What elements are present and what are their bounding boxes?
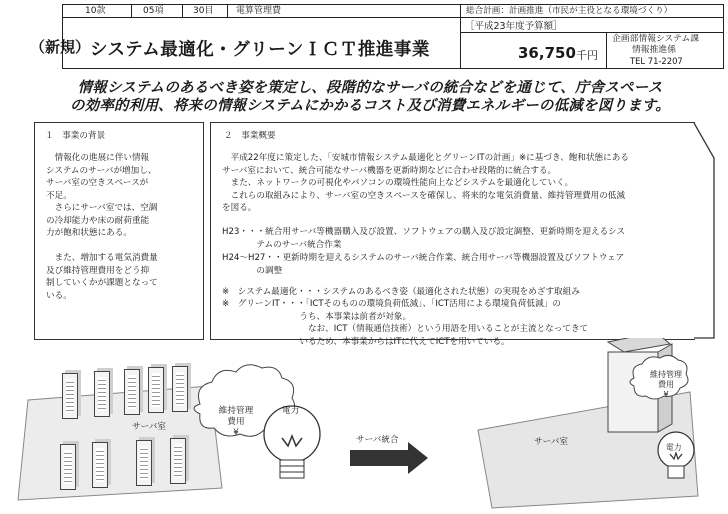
cost-label-left: 維持管理 費用 ¥ bbox=[218, 406, 254, 438]
text-line: ※ グリーンIT・・・「ICTそのものの環境負荷低減」、「ICT活用による環境負荷低減」の bbox=[222, 299, 561, 310]
arrow-icon bbox=[350, 442, 428, 474]
budget-value: 36,750 bbox=[518, 44, 576, 62]
text-line: H24～H27・・更新時期を迎えるシステムのサーバ統合作業、統合用サーバ等機器設置及びソフトウェア bbox=[222, 253, 625, 263]
text-line: なお、ICT（情報通信技術）という用語を用いることが主流となってきて bbox=[222, 324, 589, 335]
text-line: H23・・・統合用サーバ等機器購入及び設置、ソフトウェアの購入及び設定調整、更新時期を迎えるシス bbox=[222, 227, 626, 237]
power-label-left: 電力 bbox=[282, 406, 300, 416]
text-line: を図る。 bbox=[222, 203, 257, 214]
plan-text: 総合計画：計画推進（市民が主役となる環境づくり） bbox=[466, 6, 673, 16]
page-title: システム最適化・グリーンＩＣＴ推進事業 bbox=[90, 40, 430, 60]
server-room-label-left: サーバ室 bbox=[132, 422, 166, 432]
overview-heading: ２ 事業概要 bbox=[224, 131, 276, 141]
section: 情報推進係 bbox=[632, 45, 676, 55]
text-line: の冷却能力や床の耐荷重能 bbox=[46, 215, 150, 226]
new-label: （新規） bbox=[30, 38, 91, 56]
text-line: さらにサーバ室では、空調 bbox=[46, 203, 158, 213]
text-line: サーバ室において、統合可能なサーバ機器を更新時期などに合わせ段階的に統合する。 bbox=[222, 165, 557, 176]
text-line: また、増加する電気消費量 bbox=[46, 253, 158, 263]
text-line: 制していくかが課題となって bbox=[46, 278, 158, 288]
server-room-floor-left bbox=[18, 386, 222, 500]
text-line: サーバ室の空きスペースが bbox=[46, 178, 149, 188]
power-label-right: 電力 bbox=[666, 443, 682, 452]
telephone: TEL 71-2207 bbox=[630, 56, 683, 66]
background-heading: １ 事業の背景 bbox=[45, 131, 106, 141]
text-line: の調整 bbox=[222, 266, 283, 276]
text-line: 平成22年度に策定した、「安城市情報システム最適化とグリーンITの計画」※に基づき、飽和状態にある bbox=[222, 153, 629, 163]
server-room-label-right: サーバ室 bbox=[534, 437, 568, 447]
item-number: 05項 bbox=[143, 6, 164, 16]
lead-line-2: の効率的利用、将来の情報システムにかかるコスト及び消費エネルギーの低減を図ります。 bbox=[69, 98, 671, 114]
expense-category: 電算管理費 bbox=[236, 6, 282, 16]
text-line: 力が飽和状態にある。 bbox=[46, 228, 132, 238]
arrow-label: サーバ統合 bbox=[356, 435, 399, 445]
sub-item-number: 30目 bbox=[193, 6, 214, 16]
cost-label-right: 維持管理 費用 ¥ bbox=[650, 370, 682, 399]
lead-line-1: 情報システムのあるべき姿を策定し、段階的なサーバの統合などを通じて、庁舎スペース bbox=[77, 80, 663, 96]
department: 企画部情報システム課 bbox=[612, 34, 700, 44]
text-line: 情報化の進展に伴い情報 bbox=[46, 153, 150, 163]
text-line: これらの取組みにより、サーバ室の空きスペースを確保し、将来的な電気消費量、維持管理費用の低減 bbox=[222, 190, 626, 201]
overview-box-edge bbox=[688, 118, 718, 344]
text-line: ※ システム最適化・・・システムのあるべき姿（最適化された状態）の実現をめざす取組み bbox=[222, 287, 580, 297]
budget-unit: 千円 bbox=[576, 49, 598, 62]
consolidation-diagram bbox=[0, 338, 728, 514]
text-line: テムのサーバ統合作業 bbox=[222, 240, 342, 250]
budget-label: ［平成23年度予算額］ bbox=[465, 21, 563, 32]
account-number: 10款 bbox=[85, 6, 106, 16]
text-line: システムのサーバが増加し、 bbox=[46, 165, 157, 176]
text-line: うち、本事業は前者が対象。 bbox=[222, 311, 412, 322]
text-line: 不足。 bbox=[46, 190, 72, 201]
text-line: いるため、本事業からはITに代えてICTを用いている。 bbox=[222, 336, 510, 347]
text-line: 及び維持管理費用をどう抑 bbox=[46, 265, 150, 276]
text-line: いる。 bbox=[46, 290, 72, 301]
text-line: また、ネットワークの可視化やパソコンの環境性能向上などシステムを最適化していく。 bbox=[222, 178, 574, 189]
